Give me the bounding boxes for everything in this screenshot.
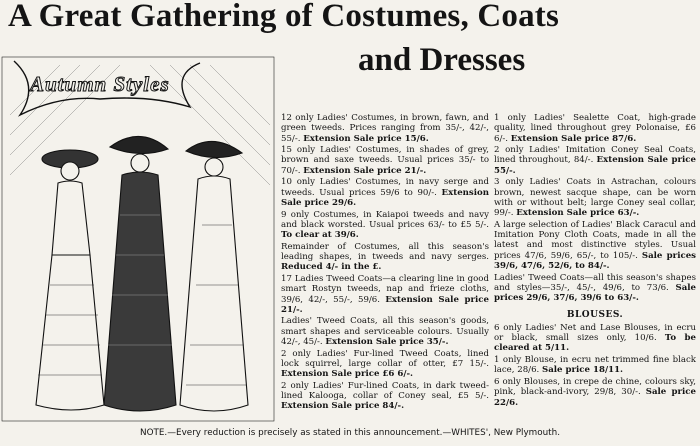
entry-text: 3 only Ladies' Coats in Astrachan, colours brown, newest sacque shape, can be worn with or without belt; large Coney seal collar, 99/-. [494,177,696,219]
entry-sale: Reduced 4/- in the £. [281,262,382,273]
entry-3 [281,177,489,208]
illustration-title: Autumn Styles [30,72,170,96]
entry-11 [494,145,696,176]
entry-12 [494,177,696,218]
blouse-entry-1 [494,323,696,354]
entry-5 [281,242,489,273]
entry-8 [281,349,489,380]
entry-sale: Sale price 18/11. [542,365,624,376]
entry-sale: Extension Sale price £6 6/-. [281,369,414,380]
headline-line-2: and Dresses [358,42,526,78]
entry-sale: To clear at 39/6. [281,230,359,241]
entry-text: Ladies' Tweed Coats, all this season's goods, smart shapes and serviceable colours. Usually 42/-, 45/-. [281,316,489,348]
entry-text: 6 only Blouses, in crepe de chine, colours sky, pink, black-and-ivory, 29/8, 30/-. [494,376,696,398]
entry-text: 15 only Ladies' Costumes, in shades of grey, brown and saxe tweeds. Usual prices 35/- to 70/-. [281,145,489,176]
entry-9 [281,381,489,412]
headline-line-1: A Great Gathering of Costumes, Coats [8,0,560,34]
entry-text: 2 only Ladies' Fur-lined Tweed Coats, lined lock squirrel, large collar of otter, £7 15/-. [281,348,489,369]
entry-sale: Extension Sale price 29/6. [281,187,489,208]
entry-sale: Sale prices 39/6, 47/6, 52/6, to 84/-. [494,250,696,272]
entry-text: 1 only Blouse, in ecru net trimmed fine black lace, 28/6. [494,355,696,376]
entry-text: 6 only Ladies' Net and Lase Blouses, in ecru or black, small sizes only, 10/6. [494,322,696,344]
footer-note: NOTE.—Every reduction is precisely as stated in this announcement.—WHITES', New Plymouth. [139,428,560,438]
entry-sale: Extension Sale price 63/-. [516,208,640,219]
column-right [494,113,696,409]
blouse-entry-3 [494,377,696,408]
entry-text: 2 only Ladies' Fur-lined Coats, in dark tweed-lined Kalooga, collar of Coney seal, £5 5/-. [281,380,489,402]
entry-2 [281,145,489,176]
entry-sale: Extension Sale price 55/-. [494,155,696,176]
entry-14 [494,273,696,304]
fashion-illustration [0,55,276,423]
entry-13 [494,220,696,271]
column-left [281,113,489,413]
entry-sale: To be cleared at 5/11. [494,333,697,354]
entry-sale: Extension Sale price 84/-. [281,401,405,412]
blouse-entry-2 [494,355,696,376]
entry-text: Ladies' Tweed Coats—all this season's shapes and styles—35/-, 45/-, 49/6, to 73/6. [494,272,696,293]
entry-text: 10 only Ladies' Costumes, in navy serge and tweeds. Usual prices 59/6 to 90/-. [281,177,489,198]
entry-6 [281,274,489,315]
entry-sale: Extension Sale price 15/6. [303,133,429,144]
entry-1 [281,113,489,144]
entry-text: 9 only Costumes, in Kaiapoi tweeds and navy and black worsted. Usual prices 63/- to £5 5/-. [281,209,489,230]
entry-sale: Sale price 22/6. [494,387,696,408]
entry-sale: Extension Sale price 87/6. [510,133,637,144]
entry-text: 1 only Ladies' Sealette Coat, high-grade quality, lined throughout grey Polonaise, £6 6/-. [494,113,696,144]
entry-sale: Extension Sale price 35/-. [325,337,449,348]
entry-7 [281,316,489,347]
entry-text: Remainder of Costumes, all this season's leading shapes, in tweeds and navy serges. [281,241,489,263]
entry-sale: Extension Sale price 21/-. [281,294,490,315]
blouses-heading: BLOUSES. [566,309,624,320]
entry-text: 12 only Ladies' Costumes, in brown, fawn, and green tweeds. Prices ranging from 35/-, 42/-, 55/-. [281,113,489,144]
entry-text: A large selection of Ladies' Black Caracul and Imitation Pony Cloth Coats, made in all the latest and most distinctive styles. Usual prices 47/6, 59/6, 65/-, to 105/-. [494,219,696,261]
entry-text: 2 only Ladies' Imitation Coney Seal Coats, lined throughout, 84/-. [494,145,696,166]
entry-sale: Extension Sale price 21/-. [303,165,427,176]
entry-text: 17 Ladies Tweed Coats—a clearing line in good smart Rostyn tweeds, nap and frieze cloths, 39/6, 42/-, 55/-, 59/6. [281,273,489,305]
entry-4 [281,210,489,241]
entry-sale: Sale prices 29/6, 37/6, 39/6 to 63/-. [494,282,697,304]
entry-10 [494,113,696,144]
